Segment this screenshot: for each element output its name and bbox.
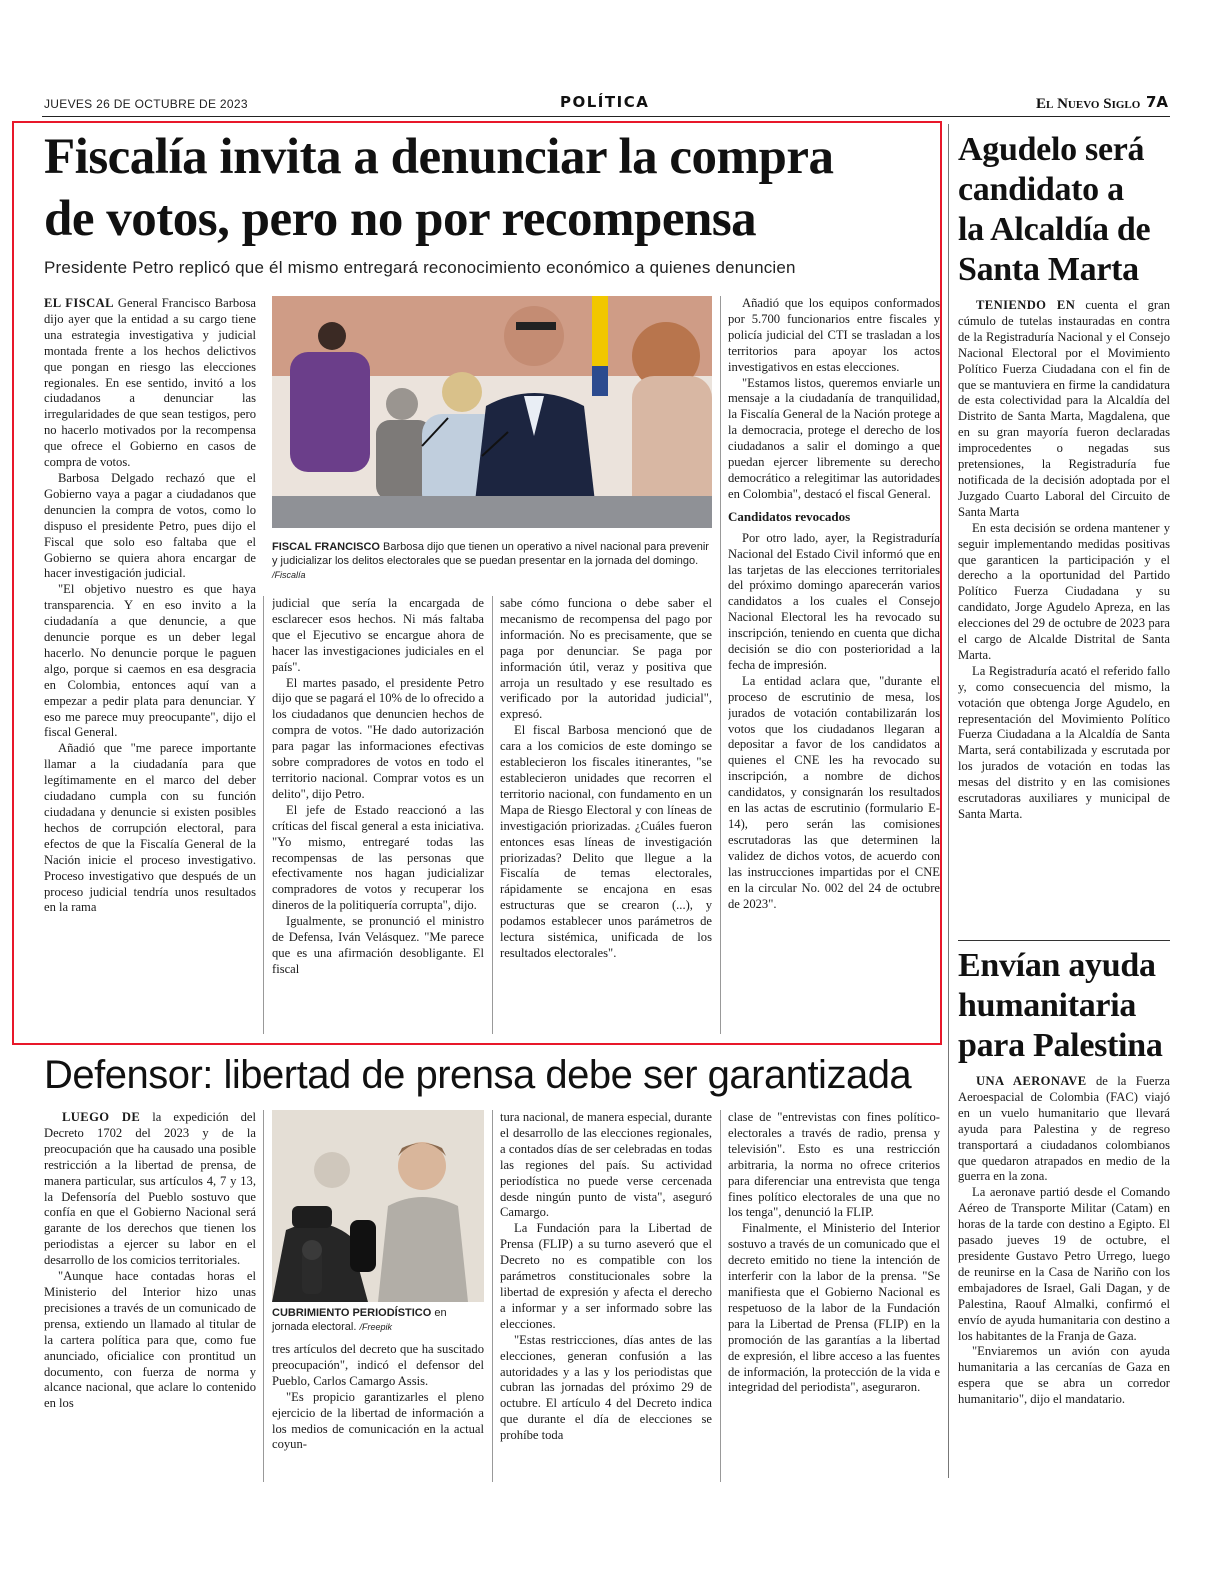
press-photo-illustration [272, 1110, 484, 1302]
defensor-column-2 [272, 1342, 484, 1482]
defensor-col2-p2: "Es propicio garantizarles el pleno ejercicio de la libertad de información a los medios de comunicación en la actual coyun- [272, 1389, 484, 1452]
defensor-column-4 [728, 1110, 940, 1482]
defensor-col1-p1: la expedición del Decreto 1702 del 2023 y de la preocupación que ha causado una posible restricción a la libertad de prensa, de manera particular, sus artículos 4, 7 y 13, la Defensoría del Pueblo sostuvo que confía en que el Gobierno Nacional será garante de los derechos que tienen los periodistas a ejercer su labor en el desarrollo de los comicios territoriales. [44, 1110, 256, 1268]
side2-p3: "Enviaremos un avión con ayuda humanitaria a las cercanías de Gaza en espera que se abra un corredor humanitario", dijo el mandatario. [958, 1344, 1170, 1407]
defensor-headline: Defensor: libertad de prensa debe ser garantizada [44, 1053, 912, 1097]
side2-p1: de la Fuerza Aeroespacial de Colombia (FAC) viajó en un vuelo humanitario que llevará ayuda para Palestina y de regreso transportará a ciudadanos colombianos que quedaron atrapados en medio de la guerra en la zona. [958, 1074, 1170, 1184]
main-lead-words: EL FISCAL [44, 296, 114, 310]
defensor-col1-p2: "Aunque hace contadas horas el Ministerio del Interior hizo unas precisiones a través de un comunicado de prensa, extiendo un llamado al titular de la cartera política para que, como fue anunciado, oficialice con prontitud un documento, con fuerza de norma y alcance nacional, que aclare lo contenido en los [44, 1269, 256, 1411]
defensor-col3-p1: tura nacional, de manera especial, durante el desarrollo de las elecciones regionales, a contados días de ser celebradas en todas las regiones del país. Su actividad periodística no puede verse cercenada desde ningún punto de vista", aseguró Camargo. [500, 1110, 712, 1220]
column-divider [720, 296, 721, 1034]
side-story-2-body [958, 1074, 1170, 1478]
side1-headline-line: Santa Marta [958, 251, 1139, 288]
main-col3-p2: El fiscal Barbosa mencionó que de cara a los comicios de este domingo se establecieron los fiscales itinerantes, "se establecieron unidades que recorren el territorio nacional, con fundamento en un Mapa de Riesgo Electoral y con líneas de investigación priorizadas. ¿Cuáles fueron entonces esas líneas de investigación priorizadas? Delito que llegue a la Fiscalía de temas electorales, rápidamente se encajona en esas estructuras que se crearon (...), y podamos establecer unos parámetros de lectura sistémica, unificada de los resultados electorales". [500, 723, 712, 960]
page-number: 7A [1146, 93, 1169, 111]
main-column-1 [44, 296, 256, 1034]
main-col4-p2: "Estamos listos, queremos enviarle un mensaje a la ciudadanía de tranquilidad, la Fiscalía General de la Nación protege a la democracia, protege el derecho de los ciudadanos a salir el domingo a que puedan ejercer libremente su derecho democrático a relegitimar las autoridades en Colombia", destacó el fiscal General. [728, 375, 940, 501]
press-photo [272, 1110, 484, 1302]
main-col1-p1: General Francisco Barbosa dijo ayer que la entidad a su cargo tiene una estrategia investigativa y judicial montada frente a los hechos delictivos que pongan en riesgo las elecciones regionales. En ese sentido, invitó a los ciudadanos a denunciar las irregularidades de que sean testigos, pero no hacerlo motivados por la recompensa que ofrece el Gobierno en casos de compra de votos. [44, 296, 256, 470]
side1-headline-line: Agudelo será [958, 131, 1145, 168]
defensor-lead-words: LUEGO DE [62, 1110, 141, 1124]
caption-lead: CUBRIMIENTO PERIODÍSTICO [272, 1307, 432, 1319]
side2-headline-line: humanitaria [958, 987, 1137, 1024]
main-column-2 [272, 596, 484, 1034]
main-headline-line-2: de votos, pero no por recompensa [44, 191, 757, 247]
column-divider [492, 596, 493, 1034]
press-photo-caption [272, 1306, 484, 1334]
column-divider [263, 1110, 264, 1482]
main-headline [44, 126, 934, 250]
main-column-3 [500, 596, 712, 1034]
side2-headline-line: para Palestina [958, 1027, 1163, 1064]
defensor-col3-p2: La Fundación para la Libertad de Prensa (FLIP) a su turno aseveró que el Decreto no es compatible con los parámetros constitucionales sobre la libertad de expresión y afecta el derecho a informar y a ser informado sobre las elecciones. [500, 1221, 712, 1331]
defensor-col4-p2: Finalmente, el Ministerio del Interior sostuvo a través de un comunicado que el decreto emitido no tiene la intención de interferir con la labor de la prensa. "Se manifiesta que el Gobierno Nacional es respetuoso de la labor de la Fundación para la Libertad de Prensa (FLIP) en la promoción de las garantías a la libertad de expresión, el libre acceso a las fuentes de información, la protección de la vida e integridad del periodista", aseguraron. [728, 1221, 940, 1395]
main-deck: Presidente Petro replicó que él mismo entregará reconocimiento económico a quienes denuncien [44, 258, 796, 277]
side2-p2: La aeronave partió desde el Comando Aéreo de Transporte Militar (Catam) en horas de la tarde con destino a Egipto. El pasado jueves 19 de octubre, el presidente Gustavo Petro Urrego, luego de reunirse en la Casa de Nariño con los embajadores de Israel, Gali Dagan, y de Palestina, Raouf Almalki, confirmó el envío de ayuda humanitaria con destino a los habitantes de la Franja de Gaza. [958, 1185, 1170, 1343]
main-col2-p4: Igualmente, se pronunció el ministro de Defensa, Iván Velásquez. "Me parece que es una afirmación desobligante. El fiscal [272, 914, 484, 976]
caption-lead: FISCAL FRANCISCO [272, 541, 380, 553]
main-col2-p1: judicial que sería la encargada de esclarecer esos hechos. Ni más faltaba que el Ejecutivo se encargue ahora de hacer las investigaciones judiciales en el país". [272, 596, 484, 674]
side1-p2: En esta decisión se ordena mantener y seguir implementando medidas positivas que garanticen la participación y el derecho a la oportunidad del Partido Político Fuerza Ciudadana y su candidato, Jorge Agudelo Apreza, en las elecciones del 29 de octubre de 2023 para el cargo de Alcalde Distrital de Santa Marta. [958, 520, 1170, 662]
side1-p1: cuenta el gran cúmulo de tutelas instauradas en contra de la Registraduría Nacional y el Consejo Nacional Electoral por el Movimiento Político Fuerza Ciudadana con el fin de que se mantuviera en firme la candidatura de esta colectividad para la Alcaldía del Distrito de Santa Marta, Magdalena, que en su gran mayoría fueron declaradas improcedentes o negadas sus pretensiones, la Registraduría fue notificada de la decisión adoptada por el Juzgado Cuarto Laboral del Circuito de Santa Marta [958, 298, 1170, 519]
side-story-1-headline [958, 130, 1170, 290]
side1-lead-words: TENIENDO EN [976, 298, 1076, 312]
main-column-4 [728, 296, 940, 1034]
main-col3-p1: sabe cómo funciona o debe saber el mecanismo de recompensa del pago por información. No es precisamente, que se paga por denunciar. Se paga por información útil, veraz y positiva que arroja un resultado y ese resultado es verificado por la autoridad judicial", expresó. [500, 596, 712, 722]
main-subhead: Candidatos revocados [728, 508, 851, 524]
defensor-col4-p1: clase de "entrevistas con fines político-electorales a través de radio, prensa y televisión". Esto es una restricción arbitraria, la norma no ofrece criterios para diferenciar una entrevista que tenga fines político electorales de una que no los tenga", denunció la FLIP. [728, 1110, 940, 1220]
column-divider [720, 1110, 721, 1482]
defensor-column-1 [44, 1110, 256, 1482]
side1-headline-line: candidato a [958, 171, 1124, 208]
main-col1-p3: "El objetivo nuestro es que haya transparencia. Y en eso invito a la ciudadanía a que denuncie, a que denuncie porque es un deber legal hacerlo. No denuncie porque le paguen algo, porque si caemos en esa desgracia en Colombia, entonces aquí van a empezar a pedir plata para denunciar. Y eso me parece muy preocupante", dijo el fiscal General. [44, 582, 256, 740]
issue-date: JUEVES 26 DE OCTUBRE DE 2023 [44, 97, 248, 111]
caption-credit: /Freepik [359, 1322, 392, 1332]
fiscal-photo [272, 296, 712, 528]
side-story-divider [958, 940, 1170, 941]
defensor-col2-p1: tres artículos del decreto que ha suscitado preocupación", indicó el defensor del Pueblo, Carlos Camargo Assis. [272, 1342, 484, 1388]
fiscal-photo-illustration [272, 296, 712, 528]
main-col2-p2: El martes pasado, el presidente Petro dijo que se pagará el 10% de lo ofrecido a los ciudadanos que denuncien hechos de compra de votos. "He dado autorización para pagar las informaciones efectivas sobre compradores de votos en todo el territorio nacional. Comprar votos es un delito", dijo Petro. [272, 675, 484, 801]
side-story-2-headline [958, 946, 1170, 1066]
section-title: POLÍTICA [560, 93, 650, 111]
column-divider [492, 1110, 493, 1482]
column-divider [263, 596, 264, 1034]
masthead-rule [42, 116, 1170, 117]
main-col4-p3: Por otro lado, ayer, la Registraduría Nacional del Estado Civil informó que en las tarjetas de las elecciones territoriales del próximo domingo aparecerán varios candidatos a los cuales el Consejo Nacional Electoral les ha revocado su inscripción, teniendo en cuenta que dicha decisión se dio con posterioridad a la fecha de impresión. [728, 530, 940, 672]
fiscal-photo-caption [272, 540, 712, 582]
side2-headline-line: Envían ayuda [958, 947, 1156, 984]
newspaper-brand: El Nuevo Siglo [1036, 96, 1141, 112]
defensor-col3-p3: "Estas restricciones, días antes de las elecciones, generan confusión a las autoridades y a las y los periodistas que cubran las jornadas del próximo 29 de octubre. El artículo 4 del Decreto indica que durante el día de elecciones se prohíbe toda [500, 1332, 712, 1443]
main-col2-p3: El jefe de Estado reaccionó a las críticas del fiscal general a esta iniciativa. "Yo mismo, entregaré todas las recompensas de las personas que efectivamente nos hagan judicializar compradores de votos y recuperar los dineros de la politiquería corrupta", dijo. [272, 802, 484, 913]
main-col4-p1: Añadió que los equipos conformados por 5.700 funcionarios entre fiscales y policía judicial del CTI se trasladan a los territorios para apoyar los actos investigativos en estas elecciones. [728, 296, 940, 374]
main-col4-p4: La entidad aclara que, "durante el proceso de escrutinio de mesa, los jurados de votación contabilizarán los votos que los ciudadanos llegaran a depositar a favor de los candidatos a quienes el CNE les ha revocado su inscripción, a nombre de dichos candidatos, y consignarán los resultados en las actas de escrutinio (formulario E-14), pero serán las comisiones escrutadoras las que determinen la validez de dichos votos, de acuerdo con las instrucciones impartidas por el CNE en la circular No. 002 del 24 de octubre de 2023". [728, 673, 940, 911]
side1-headline-line: la Alcaldía de [958, 211, 1151, 248]
main-col1-p4: Añadió que "me parece importante llamar a la ciudadanía para que legítimamente en el marco del deber ciudadano cumpla con su función ciudadana y denuncie si existen posibles hechos de corrupción electoral, para efectos de que la Fiscalía General de la Nación inicie el proceso investigativo. Proceso investigativo que después de un proceso judicial tendría unos resultados en la rama [44, 741, 256, 915]
defensor-column-3 [500, 1110, 712, 1482]
rail-divider [948, 124, 949, 1478]
side1-p3: La Registraduría acató el referido fallo y, como consecuencia del mismo, la votación que obtenga Jorge Agudelo, en representación del Movimiento Político Fuerza Ciudadana a la Alcaldía de Santa Marta, será contabilizada y escrutada por los jurados de votación en todas las mesas del distrito y en las comisiones escrutadoras auxiliares y municipal de Santa Marta. [958, 663, 1170, 821]
caption-credit: /Fiscalía [272, 570, 306, 580]
main-headline-line-1: Fiscalía invita a denunciar la compra [44, 129, 834, 185]
side-story-1-body [958, 298, 1170, 934]
caption-text: Barbosa dijo que tienen un operativo a nivel nacional para prevenir y judicializar los delitos electorales que se puedan presentar en la jornada del domingo. [272, 541, 709, 567]
side2-lead-words: UNA AERONAVE [976, 1074, 1087, 1088]
main-col1-p2: Barbosa Delgado rechazó que el Gobierno vaya a pagar a ciudadanos que denuncien la compra de votos, como lo dispuso el presidente Petro, pues dijo el Fiscal que solo eso faltaba que el Gobierno se quiera ahora encargar de hacer investigación judicial. [44, 470, 256, 581]
caption-text: en jornada electoral. [272, 1307, 447, 1333]
